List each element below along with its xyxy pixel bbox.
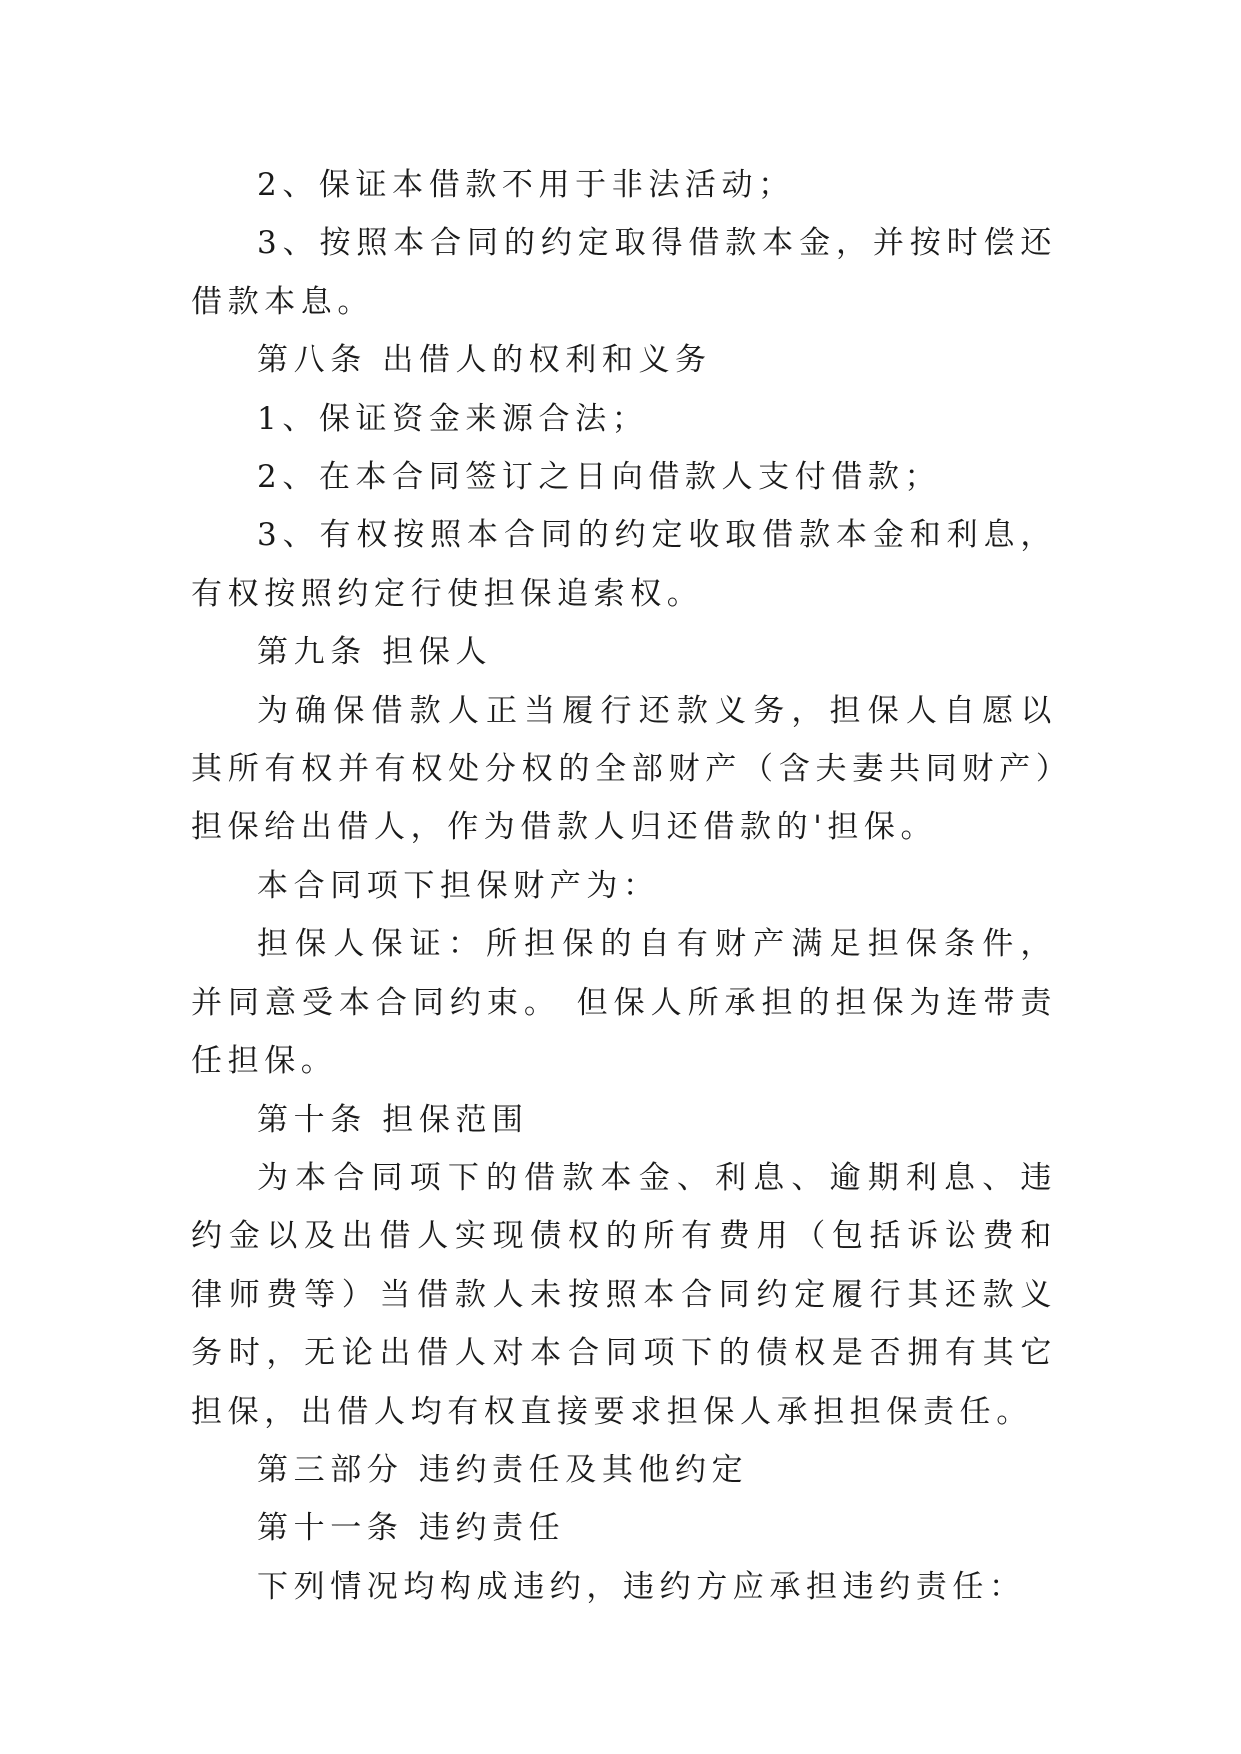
clause-3-repay-principal: 3、按照本合同的约定取得借款本金，并按时偿还借款本息。: [191, 225, 1057, 320]
article-8-item-1: 1、保证资金来源合法；: [257, 400, 649, 437]
article-11-intro: 下列情况均构成违约，违约方应承担违约责任：: [257, 1568, 1026, 1605]
article-10-body: 为本合同项下的借款本金、利息、逾期利息、违约金以及出借人实现债权的所有费用（包括诉讼费和律师费等）当借款人未按照本合同约定履行其还款义务时，无论出借人对本合同项下的债权是否拥有其它担保，出借人均有权直接要求担保人承担担保责任。: [191, 1159, 1057, 1430]
guarantor-warranty: 担保人保证：所担保的自有财产满足担保条件，并同意受本合同约束。 但保人所承担的担保为连带责任担保。: [191, 926, 1057, 1080]
document-body: [191, 156, 1057, 1616]
article-11-heading: 第十一条 违约责任: [257, 1510, 566, 1547]
part-3-heading: 第三部分 违约责任及其他约定: [257, 1451, 749, 1488]
article-8-item-2: 2、在本合同签订之日向借款人支付借款；: [257, 459, 942, 496]
article-9-heading: 第九条 担保人: [257, 634, 493, 671]
article-8-heading: 第八条 出借人的权利和义务: [257, 342, 712, 379]
guarantee-property-label: 本合同项下担保财产为：: [257, 867, 660, 904]
article-9-body: 为确保借款人正当履行还款义务，担保人自愿以其所有权并有权处分权的全部财产（含夫妻共同财产）担保给出借人，作为借款人归还借款的'担保。: [191, 692, 1057, 846]
clause-2-no-illegal-use: 2、保证本借款不用于非法活动；: [257, 167, 795, 203]
article-10-heading: 第十条 担保范围: [257, 1101, 529, 1138]
article-8-item-3: 3、有权按照本合同的约定收取借款本金和利息，有权按照约定行使担保追索权。: [191, 517, 1057, 612]
